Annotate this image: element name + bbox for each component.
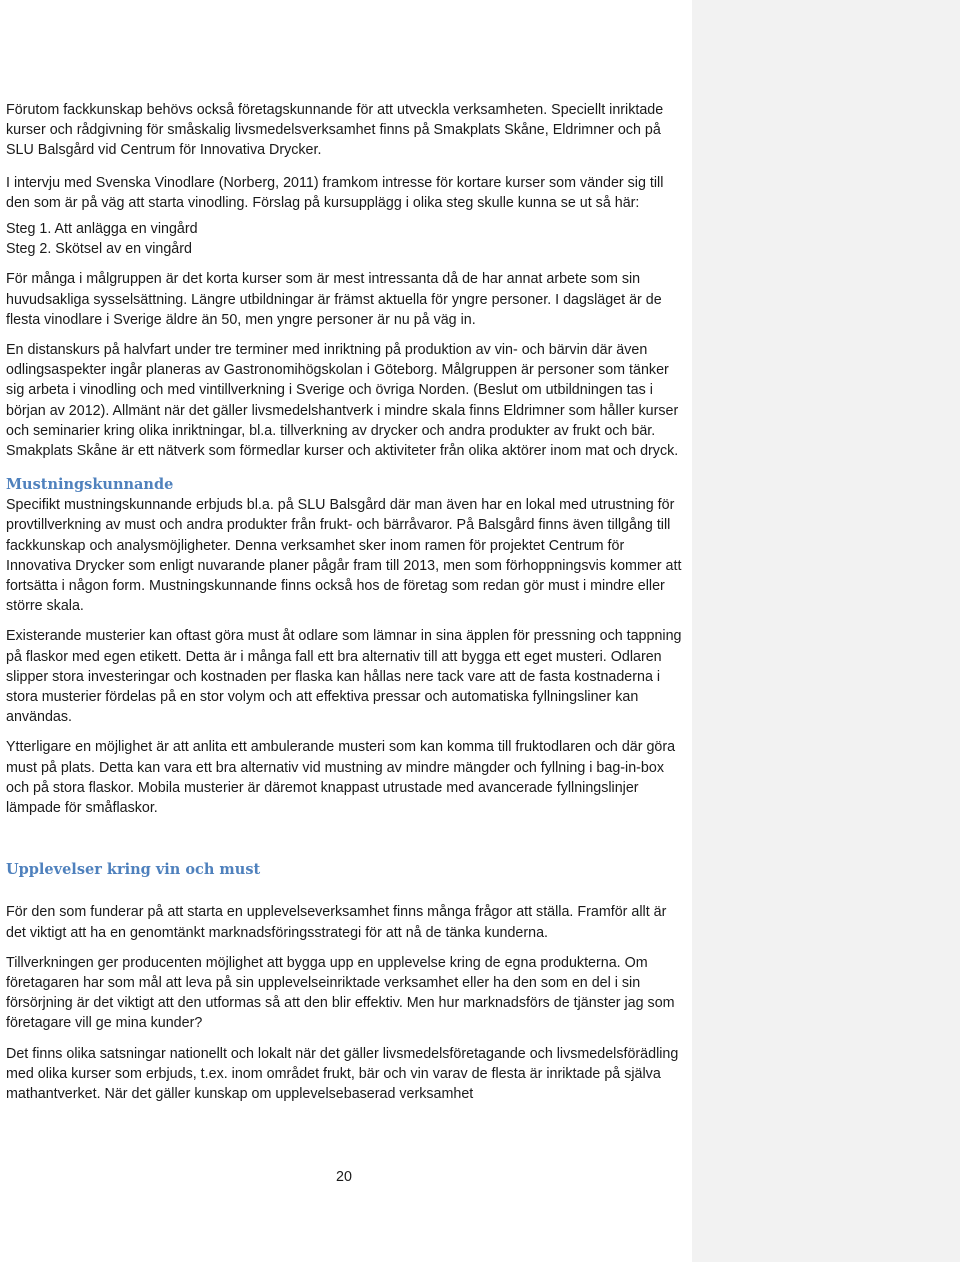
paragraph-target-group: För många i målgruppen är det korta kurser som är mest intressanta då de har annat arbete som sin huvudsakliga sysselsättning. Längre utbildningar är främst aktuella för yngre personer. I dagsläget är de flesta vinodlare i Sverige äldre än 50, men yngre personer är nu på väg in. [6, 271, 662, 328]
paragraph-balsgard: Specifikt mustningskunnande erbjuds bl.a. på SLU Balsgård där man även har en lokal med utrustning för provtillverkning av must och andra produkter från frukt- och bärråvaror. På Balsgård finns även tillgång till fackkunskap och analysmöjligheter. Denna verksamhet sker inom ramen för projektet Centrum för Innovativa Drycker som enligt nuvarande planer pågår fram till 2013, men som förhoppningsvis kommer att fortsätta i någon form. Mustningskunnande finns också hos de företag som redan gör must i mindre eller större skala. [6, 497, 682, 615]
heading-upplevelser: Upplevelser kring vin och must [6, 861, 261, 879]
course-step-1: Steg 1. Att anlägga en vingård [6, 221, 198, 238]
paragraph-interview: I intervju med Svenska Vinodlare (Norberg, 2011) framkom intresse för kortare kurser som vänder sig till den som är på väg att starta vinodling. Förslag på kursupplägg i olika steg skulle kunna se ut så här: [6, 174, 664, 211]
paragraph-experience-business: För den som funderar på att starta en upplevelseverksamhet finns många frågor att ställa. Framför allt är det viktigt att ha en genomtänkt marknadsföringsstrategi för att nå de tänka kunderna. [6, 904, 667, 941]
comment-margin-pane [692, 0, 960, 1262]
course-step-2: Steg 2. Skötsel av en vingård [6, 241, 192, 258]
paragraph-business-skills: Förutom fackkunskap behövs också företagskunnande för att utveckla verksamheten. Speciellt inriktade kurser och rådgivning för småskalig livsmedelsverksamhet finns på Smakplats Skåne, Eldrimner och på SLU Balsgård vid Centrum för Innovativa Drycker. [6, 102, 664, 159]
paragraph-producer-experience: Tillverkningen ger producenten möjlighet att bygga upp en upplevelse kring de egna produkterna. Om företagaren har som mål att leva på sin upplevelseinriktade verksamhet eller ha den som en del i sin försörjning är det viktigt att den utformas så att den blir effektiv. Men hur marknadsförs de tjänster jag som företagare vill ge mina kunder? [6, 954, 675, 1032]
heading-mustningskunnande: Mustningskunnande [6, 476, 174, 494]
page-number: 20 [336, 1169, 352, 1185]
paragraph-distance-course: En distanskurs på halvfart under tre terminer med inriktning på produktion av vin- och bärvin där även odlingsaspekter ingår planeras av Gastronomihögskolan i Göteborg. Målgruppen är personer som tänker sig arbeta i vinodling och med vintillverkning i Sverige och övriga Norden. (Beslut om utbildningen tas i början av 2012). Allmänt när det gäller livsmedelshantverk i mindre skala finns Eldrimner som håller kurser och seminarier kring olika inriktningar, bl.a. tillverkning av drycker och andra produkter av frukt och bär. Smakplats Skåne är ett nätverk som förmedlar kurser och aktiviteter från olika aktörer inom mat och dryck. [6, 342, 679, 460]
paragraph-national-initiatives: Det finns olika satsningar nationellt och lokalt när det gäller livsmedelsföretagande och livsmedelsförädling med olika kurser som erbjuds, t.ex. inom området frukt, bär och vin varav de flesta är inriktade på själva mathantverket. När det gäller kunskap om upplevelsebaserad verksamhet [6, 1045, 679, 1102]
document-page [6, 100, 686, 1104]
paragraph-mobile-musteries: Ytterligare en möjlighet är att anlita ett ambulerande musteri som kan komma till fruktodlaren och där göra must på plats. Detta kan vara ett bra alternativ vid mustning av mindre mängder och fyllning i bag-in-box och på stora flaskor. Mobila musterier är däremot knappast utrustade med avancerade fyllningslinjer lämpade för småflaskor. [6, 739, 676, 817]
paragraph-existing-musteries: Existerande musterier kan oftast göra must åt odlare som lämnar in sina äpplen för pressning och tappning på flaskor med egen etikett. Detta är i många fall ett bra alternativ till att bygga ett eget musteri. Odlaren slipper stora investeringar och kostnaden per flaska kan hållas nere tack vare att de fasta kostnaderna i stora musterier fördelas på en stor volym och att effektiva pressar och automatiska fyllningsliner kan användas. [6, 628, 682, 726]
